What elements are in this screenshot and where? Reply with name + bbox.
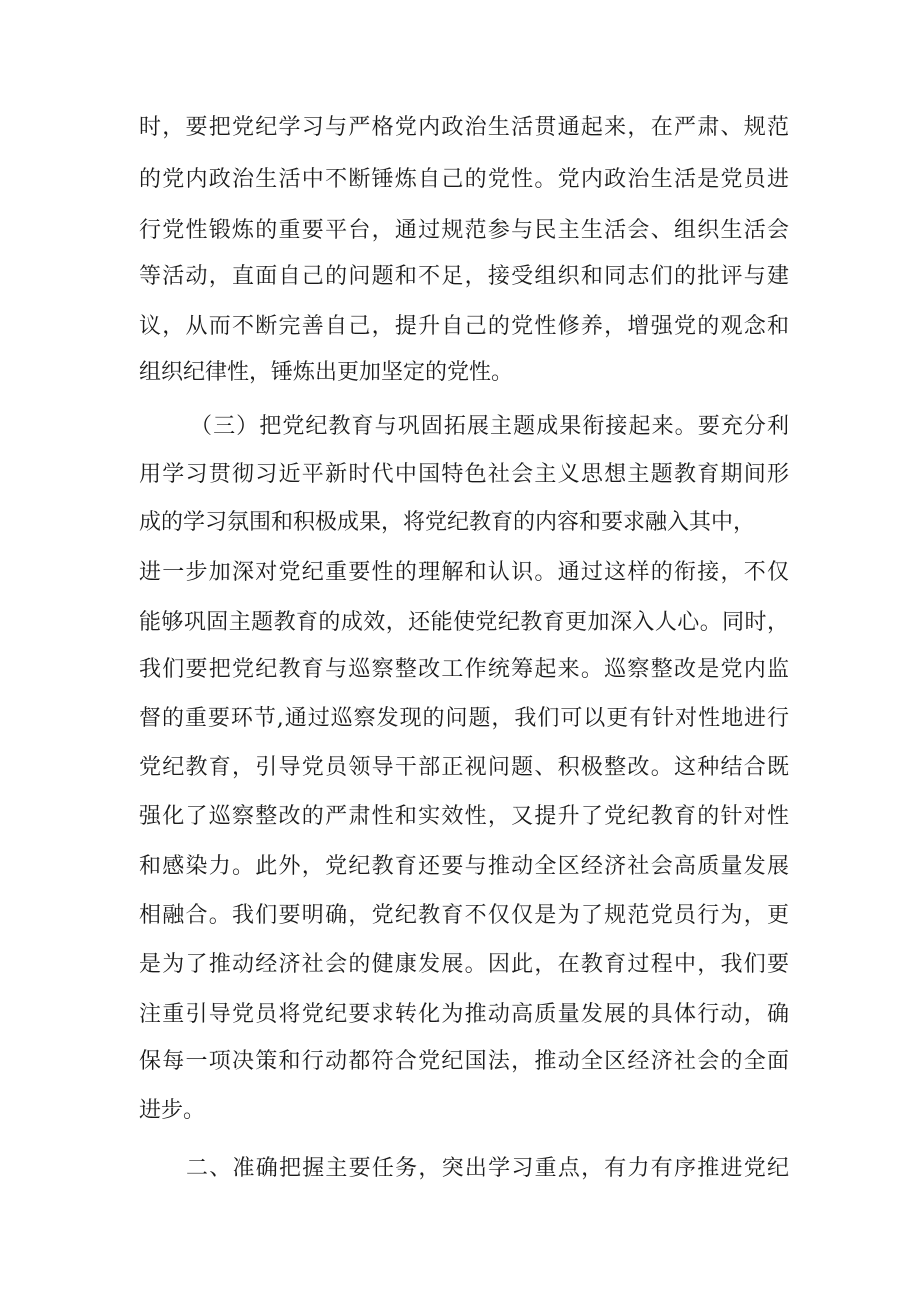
section-heading-3: （三）把党纪教育与巩固拓展主题成果衔接起来。要充分利 [190, 414, 789, 439]
text-line: 进步。 [139, 1098, 206, 1123]
text-line: 组织纪律性，锤炼出更加坚定的党性。 [139, 360, 514, 385]
text-line: 进一步加深对党纪重要性的理解和认识。通过这样的衔接，不仅 [139, 560, 789, 585]
text-line: 督的重要环节,通过巡察发现的问题，我们可以更有针对性地进行 [139, 706, 789, 731]
text-line: 和感染力。此外，党纪教育还要与推动全区经济社会高质量发展 [139, 854, 789, 879]
section-heading-2: 二、准确把握主要任务，突出学习重点，有力有序推进党纪 [186, 1156, 789, 1181]
text-line: 等活动，直面自己的问题和不足，接受组织和同志们的批评与建 [139, 264, 789, 289]
text-line: 议，从而不断完善自己，提升自己的党性修养，增强党的观念和 [139, 314, 789, 339]
text-line: 是为了推动经济社会的健康发展。因此，在教育过程中，我们要 [139, 952, 789, 977]
text-line: 保每一项决策和行动都符合党纪国法，推动全区经济社会的全面 [139, 1049, 789, 1074]
text-line: 用学习贯彻习近平新时代中国特色社会主义思想主题教育期间形 [139, 462, 789, 487]
text-line: 时，要把党纪学习与严格党内政治生活贯通起来，在严肃、规范 [139, 115, 789, 140]
text-line: 成的学习氛围和积极成果，将党纪教育的内容和要求融入其中， [139, 510, 756, 535]
text-line: 行党性锻炼的重要平台，通过规范参与民主生活会、组织生活会 [139, 218, 789, 243]
text-line: 注重引导党员将党纪要求转化为推动高质量发展的具体行动，确 [139, 1002, 789, 1027]
text-line: 能够巩固主题教育的成效，还能使党纪教育更加深入人心。同时， [139, 610, 789, 635]
text-line: 党纪教育，引导党员领导干部正视问题、积极整改。这种结合既 [139, 755, 789, 780]
text-line: 的党内政治生活中不断锤炼自己的党性。党内政治生活是党员进 [139, 167, 789, 192]
text-line: 我们要把党纪教育与巡察整改工作统筹起来。巡察整改是党内监 [139, 657, 789, 682]
text-line: 相融合。我们要明确，党纪教育不仅仅是为了规范党员行为，更 [139, 903, 789, 928]
text-line: 强化了巡察整改的严肃性和实效性，又提升了党纪教育的针对性 [139, 804, 789, 829]
